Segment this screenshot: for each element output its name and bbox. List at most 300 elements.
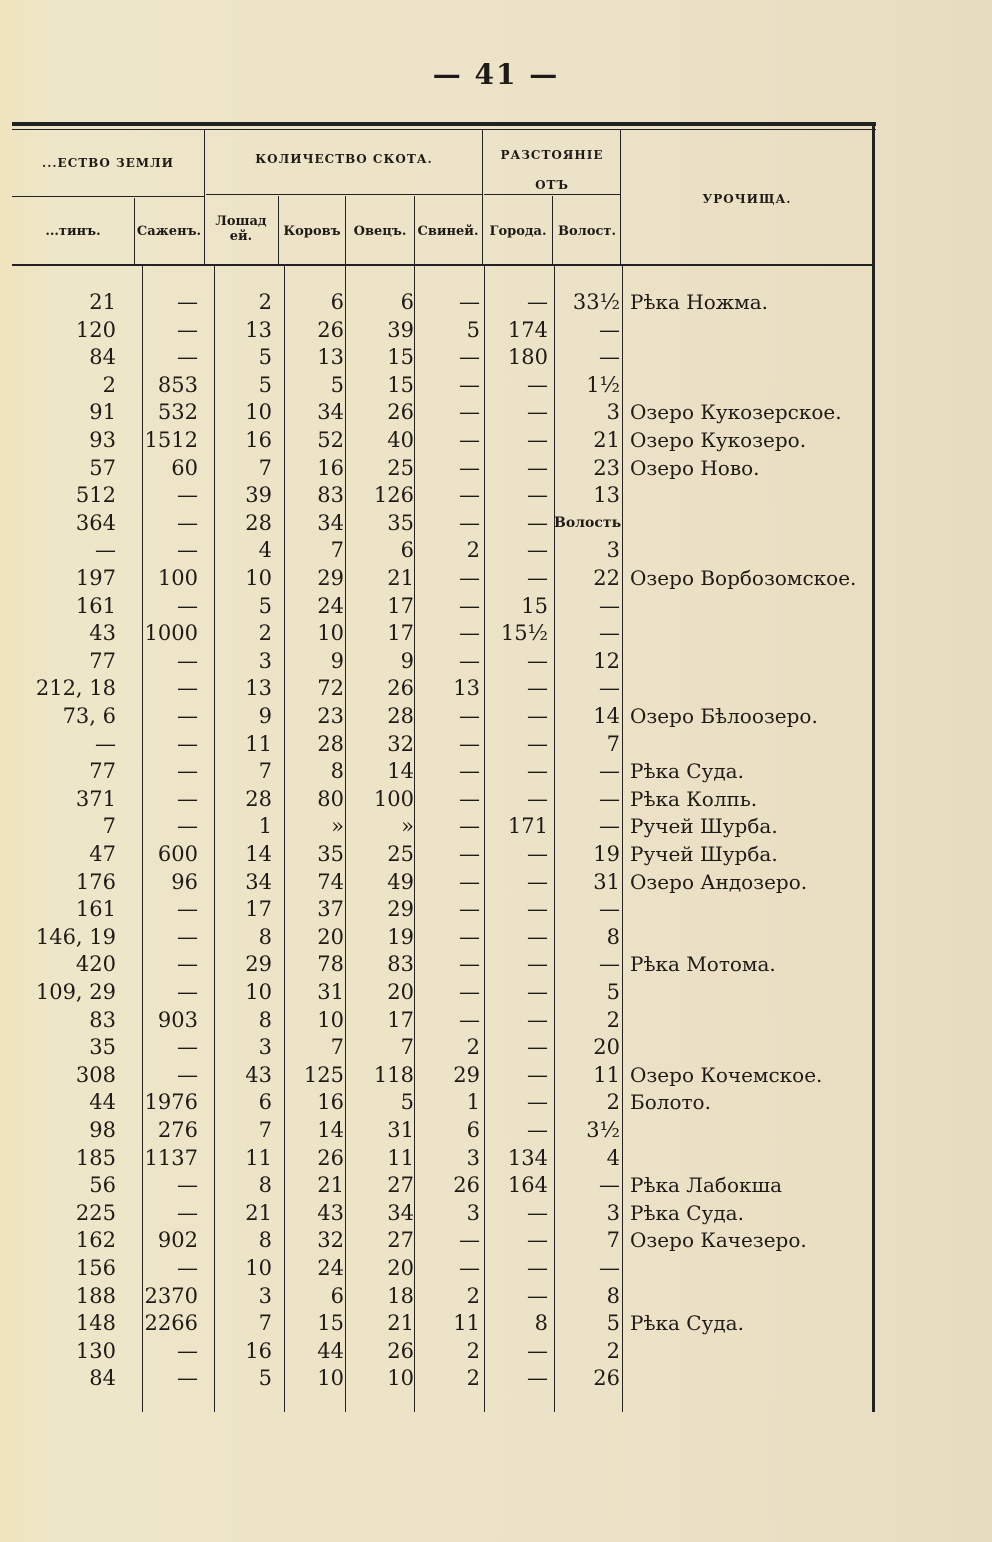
table-row [0, 619, 992, 647]
table-row [0, 1254, 992, 1282]
table-top-border-thin [12, 129, 876, 130]
cell-cows: 35 [317, 842, 344, 866]
cell-cows: 34 [317, 511, 344, 535]
subheader-sheep: Овецъ. [353, 224, 407, 239]
cell-horses: 11 [245, 732, 272, 756]
cell-cows: 34 [317, 400, 344, 424]
cell-horses: 7 [258, 759, 272, 783]
cell-sheep: 100 [373, 787, 414, 811]
cell-dist-volost: 31 [593, 870, 620, 894]
cell-desyatin: 148 [75, 1311, 116, 1335]
cell-dist-city: — [527, 1256, 548, 1280]
cell-sheep: 7 [400, 1035, 414, 1059]
cell-pigs: — [459, 787, 480, 811]
cell-horses: 28 [245, 787, 272, 811]
cell-cows: 37 [317, 897, 344, 921]
cell-sazhen: — [177, 704, 198, 728]
cell-cows: 31 [317, 980, 344, 1004]
cell-desyatin: 56 [89, 1173, 116, 1197]
cell-dist-city: 8 [534, 1311, 548, 1335]
cell-dist-volost: 13 [593, 483, 620, 507]
table-row [0, 702, 992, 730]
table-row [0, 398, 992, 426]
cell-cows: 20 [317, 925, 344, 949]
livestock-header: КОЛИЧЕСТВО СКОТА. [255, 152, 433, 166]
cell-horses: 29 [245, 952, 272, 976]
cell-dist-city: — [527, 428, 548, 452]
cell-cows: 29 [317, 566, 344, 590]
subheader-horses: Лошадей. [215, 214, 267, 244]
cell-dist-city: 134 [507, 1146, 548, 1170]
table-row [0, 647, 992, 675]
cell-sheep: 20 [387, 980, 414, 1004]
subheader-cows: Коровъ [283, 224, 341, 239]
cell-sazhen: 100 [157, 566, 198, 590]
cell-dist-volost: — [599, 759, 620, 783]
cell-sheep: 39 [387, 318, 414, 342]
cell-dist-volost: 19 [593, 842, 620, 866]
cell-sazhen: — [177, 732, 198, 756]
cell-pigs: 5 [466, 318, 480, 342]
cell-sheep: 15 [387, 373, 414, 397]
cell-place: Озеро Кочемское. [630, 1063, 823, 1087]
cell-place: Рѣка Лабокша [630, 1173, 783, 1197]
cell-pigs: 2 [466, 538, 480, 562]
cell-sheep: 9 [400, 649, 414, 673]
cell-horses: 9 [258, 704, 272, 728]
cell-horses: 28 [245, 511, 272, 535]
cell-desyatin: 7 [102, 814, 116, 838]
cell-sheep: 17 [387, 594, 414, 618]
cell-sheep: 40 [387, 428, 414, 452]
cell-pigs: — [459, 649, 480, 673]
cell-dist-volost: 7 [606, 1228, 620, 1252]
cell-sazhen: — [177, 1173, 198, 1197]
table-row [0, 1199, 992, 1227]
subheader-desyatin: ...тинъ. [45, 224, 101, 239]
cell-dist-volost: 2 [606, 1008, 620, 1032]
cell-cows: 72 [317, 676, 344, 700]
cell-sheep: 26 [387, 1339, 414, 1363]
cell-pigs: — [459, 594, 480, 618]
cell-desyatin: 109, 29 [35, 980, 116, 1004]
cell-dist-city: — [527, 759, 548, 783]
cell-horses: 2 [258, 621, 272, 645]
cell-dist-city: — [527, 1090, 548, 1114]
cell-place [630, 647, 870, 675]
cell-horses: 10 [245, 980, 272, 1004]
cell-place: Озеро Ново. [630, 456, 760, 480]
cell-dist-city: — [527, 1284, 548, 1308]
table-row [0, 426, 992, 454]
cell-horses: 34 [245, 870, 272, 894]
land-header-rule [12, 196, 204, 197]
cell-place [630, 1282, 870, 1310]
land-header: ...ЕСТВО ЗЕМЛИ [42, 156, 174, 170]
cell-sazhen: — [177, 1366, 198, 1390]
cell-place [630, 509, 870, 537]
table-row [0, 1088, 992, 1116]
table-row [0, 1226, 992, 1254]
cell-horses: 21 [245, 1201, 272, 1225]
cell-place: Рѣка Суда. [630, 759, 744, 783]
cell-sheep: 6 [400, 290, 414, 314]
cell-dist-city: — [527, 511, 548, 535]
cell-pigs: 3 [466, 1146, 480, 1170]
cell-place: Рѣка Мотома. [630, 952, 776, 976]
cell-desyatin: 225 [75, 1201, 116, 1225]
header-divider [620, 130, 621, 264]
cell-dist-volost: 20 [593, 1035, 620, 1059]
cell-sheep: 15 [387, 345, 414, 369]
cell-sazhen: 853 [157, 373, 198, 397]
cell-desyatin: 2 [102, 373, 116, 397]
cell-dist-volost: — [599, 318, 620, 342]
table-row [0, 536, 992, 564]
cell-desyatin: 371 [75, 787, 116, 811]
cell-pigs: — [459, 842, 480, 866]
cell-dist-city: — [527, 787, 548, 811]
subheader-pigs: Свиней. [417, 224, 479, 239]
cell-cows: 26 [317, 1146, 344, 1170]
cell-cows: 43 [317, 1201, 344, 1225]
cell-pigs: — [459, 400, 480, 424]
cell-dist-city: — [527, 870, 548, 894]
cell-cows: 26 [317, 318, 344, 342]
cell-sheep: 11 [387, 1146, 414, 1170]
cell-horses: 6 [258, 1090, 272, 1114]
cell-sazhen: — [177, 787, 198, 811]
cell-place: Рѣка Ножма. [630, 290, 769, 314]
cell-sheep: 49 [387, 870, 414, 894]
table-row [0, 868, 992, 896]
cell-pigs: — [459, 1008, 480, 1032]
cell-horses: 2 [258, 290, 272, 314]
cell-cows: 14 [317, 1118, 344, 1142]
cell-dist-city: — [527, 1063, 548, 1087]
cell-dist-city: — [527, 732, 548, 756]
cell-place [630, 536, 870, 564]
cell-dist-volost: 23 [593, 456, 620, 480]
header-divider [345, 196, 346, 264]
cell-pigs: — [459, 759, 480, 783]
cell-sheep: 35 [387, 511, 414, 535]
cell-desyatin: — [95, 732, 116, 756]
cell-dist-volost: — [599, 676, 620, 700]
table-row [0, 371, 992, 399]
cell-place [630, 592, 870, 620]
cell-dist-city: — [527, 1339, 548, 1363]
cell-sazhen: — [177, 290, 198, 314]
cell-pigs: — [459, 621, 480, 645]
cell-sheep: 28 [387, 704, 414, 728]
cell-cows: 28 [317, 732, 344, 756]
table-row [0, 785, 992, 813]
cell-horses: 3 [258, 1284, 272, 1308]
cell-place [630, 619, 870, 647]
cell-horses: 39 [245, 483, 272, 507]
cell-dist-volost: 5 [606, 1311, 620, 1335]
cell-dist-volost: — [599, 1256, 620, 1280]
cell-horses: 8 [258, 1228, 272, 1252]
cell-sazhen: — [177, 676, 198, 700]
cell-desyatin: 84 [89, 1366, 116, 1390]
cell-dist-volost: 22 [593, 566, 620, 590]
cell-sheep: 18 [387, 1284, 414, 1308]
table-row [0, 592, 992, 620]
cell-place [630, 343, 870, 371]
cell-dist-volost: 1½ [586, 373, 620, 397]
cell-cows: 7 [330, 1035, 344, 1059]
cell-dist-volost: 2 [606, 1090, 620, 1114]
cell-dist-city: — [527, 1118, 548, 1142]
cell-dist-city: 180 [507, 345, 548, 369]
cell-sazhen: 1000 [144, 621, 198, 645]
cell-dist-volost: 3 [606, 538, 620, 562]
cell-dist-volost: 8 [606, 1284, 620, 1308]
cell-pigs: 2 [466, 1284, 480, 1308]
table-row [0, 1337, 992, 1365]
cell-dist-volost: 21 [593, 428, 620, 452]
cell-pigs: — [459, 511, 480, 535]
cell-place: Озеро Кукозеро. [630, 428, 807, 452]
cell-pigs: — [459, 925, 480, 949]
table-row [0, 923, 992, 951]
cell-place [630, 1364, 870, 1392]
cell-horses: 3 [258, 1035, 272, 1059]
cell-desyatin: 120 [75, 318, 116, 342]
cell-dist-city: 164 [507, 1173, 548, 1197]
cell-dist-volost: — [599, 897, 620, 921]
cell-cows: 10 [317, 1008, 344, 1032]
table-row [0, 343, 992, 371]
cell-cows: 21 [317, 1173, 344, 1197]
table-row [0, 564, 992, 592]
cell-cows: 125 [303, 1063, 344, 1087]
cell-dist-volost: 11 [593, 1063, 620, 1087]
table-row [0, 950, 992, 978]
cell-sazhen: — [177, 897, 198, 921]
cell-dist-city: — [527, 952, 548, 976]
cell-horses: 7 [258, 456, 272, 480]
cell-pigs: 11 [453, 1311, 480, 1335]
cell-place: Озеро Кукозерское. [630, 400, 842, 424]
cell-pigs: 29 [453, 1063, 480, 1087]
table-row [0, 1006, 992, 1034]
cell-desyatin: 84 [89, 345, 116, 369]
cell-pigs: — [459, 373, 480, 397]
cell-dist-city: 15½ [500, 621, 548, 645]
cell-dist-city: — [527, 1035, 548, 1059]
cell-sazhen: — [177, 759, 198, 783]
cell-horses: 16 [245, 428, 272, 452]
cell-dist-city: — [527, 483, 548, 507]
cell-place: Рѣка Суда. [630, 1201, 744, 1225]
table-row [0, 812, 992, 840]
cell-cows: 6 [330, 1284, 344, 1308]
cell-cows: 10 [317, 621, 344, 645]
cell-dist-volost: Волость [554, 515, 622, 531]
cell-sheep: 31 [387, 1118, 414, 1142]
cell-desyatin: 176 [75, 870, 116, 894]
table-row [0, 978, 992, 1006]
table-row [0, 674, 992, 702]
cell-horses: 16 [245, 1339, 272, 1363]
cell-sazhen: — [177, 649, 198, 673]
table-top-border [12, 122, 876, 126]
cell-sheep: 5 [400, 1090, 414, 1114]
cell-sheep: 34 [387, 1201, 414, 1225]
table-row [0, 454, 992, 482]
cell-dist-volost: — [599, 787, 620, 811]
cell-pigs: — [459, 566, 480, 590]
cell-sheep: 17 [387, 621, 414, 645]
cell-sazhen: — [177, 1063, 198, 1087]
cell-dist-city: — [527, 676, 548, 700]
cell-dist-city: — [527, 566, 548, 590]
cell-horses: 5 [258, 345, 272, 369]
cell-pigs: — [459, 814, 480, 838]
cell-horses: 5 [258, 373, 272, 397]
cell-dist-city: — [527, 649, 548, 673]
subheader-sazhen: Саженъ. [136, 224, 202, 239]
cell-pigs: — [459, 897, 480, 921]
table-row [0, 1364, 992, 1392]
cell-dist-city: 15 [521, 594, 548, 618]
table-row [0, 1282, 992, 1310]
cell-sazhen: 2370 [144, 1284, 198, 1308]
cell-pigs: 3 [466, 1201, 480, 1225]
table-row [0, 1144, 992, 1172]
cell-sazhen: — [177, 1201, 198, 1225]
cell-horses: 1 [258, 814, 272, 838]
cell-cows: 13 [317, 345, 344, 369]
cell-dist-city: — [527, 704, 548, 728]
cell-sheep: 26 [387, 400, 414, 424]
cell-pigs: — [459, 456, 480, 480]
cell-sazhen: — [177, 538, 198, 562]
cell-cows: 74 [317, 870, 344, 894]
cell-sheep: 32 [387, 732, 414, 756]
table-row [0, 757, 992, 785]
cell-sheep: 26 [387, 676, 414, 700]
cell-sheep: 14 [387, 759, 414, 783]
cell-sheep: 126 [373, 483, 414, 507]
cell-desyatin: 98 [89, 1118, 116, 1142]
livestock-header-rule [206, 194, 482, 195]
cell-desyatin: 35 [89, 1035, 116, 1059]
header-divider [134, 198, 135, 264]
header-divider [204, 130, 205, 264]
cell-sheep: 19 [387, 925, 414, 949]
cell-sazhen: — [177, 814, 198, 838]
cell-cows: 24 [317, 1256, 344, 1280]
table-row [0, 288, 992, 316]
cell-place [630, 674, 870, 702]
cell-dist-volost: — [599, 621, 620, 645]
distance-header: РАЗСТОЯНІЕ ОТЪ [500, 148, 604, 192]
cell-dist-city: — [527, 842, 548, 866]
cell-dist-city: — [527, 400, 548, 424]
cell-pigs: 2 [466, 1366, 480, 1390]
cell-pigs: 6 [466, 1118, 480, 1142]
cell-desyatin: 91 [89, 400, 116, 424]
cell-dist-city: — [527, 980, 548, 1004]
cell-horses: 7 [258, 1311, 272, 1335]
cell-dist-city: — [527, 1366, 548, 1390]
cell-place [630, 978, 870, 1006]
table-row [0, 840, 992, 868]
cell-cows: 9 [330, 649, 344, 673]
header-divider [482, 130, 483, 264]
cell-place: Болото. [630, 1090, 711, 1114]
cell-place: Ручей Шурба. [630, 842, 778, 866]
cell-dist-city: — [527, 1201, 548, 1225]
cell-sazhen: 60 [171, 456, 198, 480]
cell-place [630, 1033, 870, 1061]
cell-sazhen: — [177, 925, 198, 949]
header-divider [552, 196, 553, 264]
cell-sheep: 27 [387, 1228, 414, 1252]
cell-desyatin: 77 [89, 759, 116, 783]
cell-dist-city: 171 [507, 814, 548, 838]
cell-place [630, 316, 870, 344]
cell-horses: 10 [245, 400, 272, 424]
cell-dist-city: — [527, 290, 548, 314]
cell-desyatin: 161 [75, 897, 116, 921]
cell-dist-city: — [527, 373, 548, 397]
cell-dist-volost: 2 [606, 1339, 620, 1363]
cell-pigs: — [459, 1256, 480, 1280]
cell-dist-city: — [527, 456, 548, 480]
place-header: УРОЧИЩА. [702, 192, 792, 206]
cell-desyatin: 130 [75, 1339, 116, 1363]
table-row [0, 509, 992, 537]
cell-dist-volost: 26 [593, 1366, 620, 1390]
cell-dist-volost: 12 [593, 649, 620, 673]
cell-sazhen: — [177, 318, 198, 342]
cell-sazhen: 600 [157, 842, 198, 866]
cell-sheep: 17 [387, 1008, 414, 1032]
cell-pigs: — [459, 704, 480, 728]
cell-cows: » [331, 814, 344, 838]
cell-dist-volost: 8 [606, 925, 620, 949]
cell-cows: 15 [317, 1311, 344, 1335]
cell-cows: 10 [317, 1366, 344, 1390]
cell-sheep: 25 [387, 842, 414, 866]
cell-sazhen: 1976 [144, 1090, 198, 1114]
table-row [0, 481, 992, 509]
cell-sazhen: 532 [157, 400, 198, 424]
cell-horses: 4 [258, 538, 272, 562]
cell-cows: 83 [317, 483, 344, 507]
cell-cows: 7 [330, 538, 344, 562]
cell-dist-city: — [527, 538, 548, 562]
cell-pigs: — [459, 870, 480, 894]
cell-desyatin: 77 [89, 649, 116, 673]
cell-horses: 5 [258, 1366, 272, 1390]
cell-desyatin: 197 [75, 566, 116, 590]
cell-place [630, 923, 870, 951]
cell-dist-city: — [527, 925, 548, 949]
cell-sazhen: — [177, 980, 198, 1004]
cell-pigs: 1 [466, 1090, 480, 1114]
subheader-city: Города. [489, 224, 547, 239]
cell-cows: 16 [317, 456, 344, 480]
cell-place: Рѣка Суда. [630, 1311, 744, 1335]
cell-desyatin: 93 [89, 428, 116, 452]
cell-sazhen: 902 [157, 1228, 198, 1252]
